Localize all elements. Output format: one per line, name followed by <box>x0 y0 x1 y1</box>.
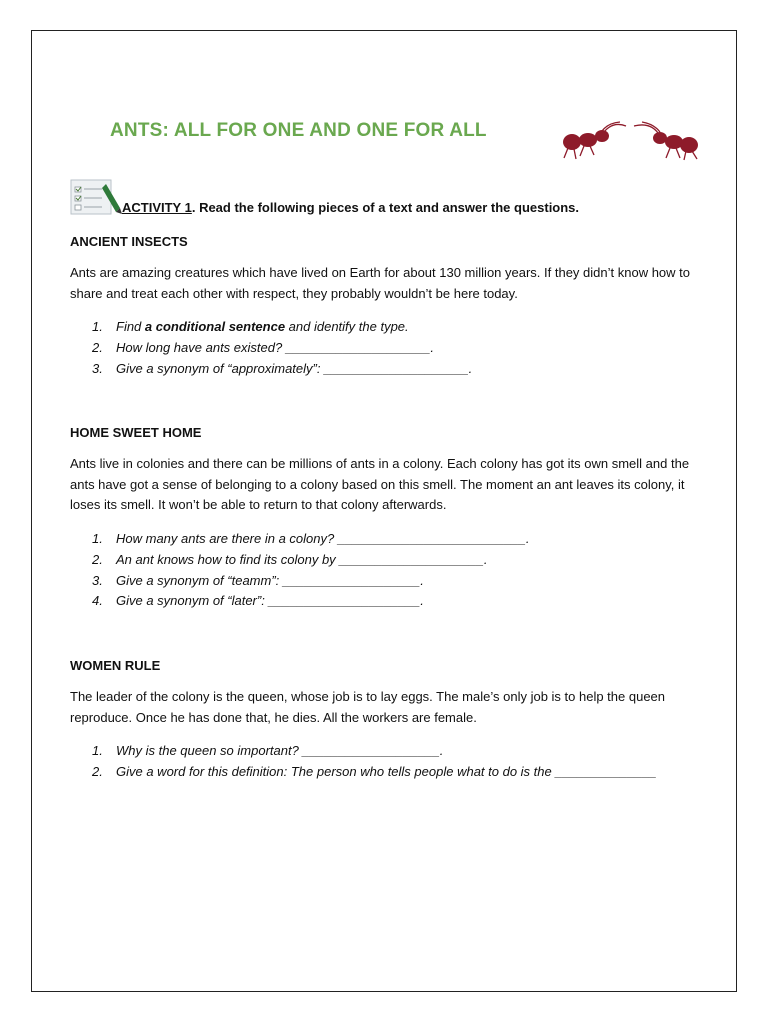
question-item <box>92 762 657 783</box>
question-number: 3. <box>92 572 103 588</box>
question-text-end: and identify the type. <box>285 319 409 334</box>
question-text: Give a synonym of “teamm”: ___________________. <box>116 572 424 588</box>
question-item <box>92 529 529 550</box>
question-text: Find <box>116 319 145 334</box>
activity-label: ACTIVITY 1 <box>122 200 192 215</box>
question-item <box>92 359 472 380</box>
question-text: How many ants are there in a colony? __________________________. <box>116 531 530 546</box>
question-text: Give a synonym of “approximately”: ____________________. <box>116 360 473 376</box>
question-list <box>92 529 529 612</box>
question-item <box>92 571 529 592</box>
activity-text: . Read the following pieces of a text and answer the questions. <box>191 200 580 215</box>
question-item <box>92 741 657 762</box>
question-item <box>92 338 472 359</box>
question-text: Why is the queen so important? ___________________. <box>116 743 444 758</box>
question-bold-text: a conditional sentence <box>144 319 286 334</box>
question-text: An ant knows how to find its colony by ____________________. <box>116 551 488 567</box>
section-heading: HOME SWEET HOME <box>70 425 202 440</box>
question-item <box>92 317 472 338</box>
question-number: 1. <box>92 743 103 758</box>
question-number: 3. <box>92 360 103 376</box>
worksheet-title: ANTS: ALL FOR ONE AND ONE FOR ALL <box>110 120 487 141</box>
question-text: Give a synonym of “later”: _____________________. <box>116 593 424 609</box>
checklist-pencil-icon <box>70 178 124 216</box>
question-number: 4. <box>92 593 103 609</box>
question-list <box>92 317 472 379</box>
question-number: 1. <box>92 319 103 334</box>
question-text: Give a word for this definition: The person who tells people what to do is the ______________ <box>116 763 657 779</box>
question-list <box>92 741 657 783</box>
section-paragraph: Ants live in colonies and there can be millions of ants in a colony. Each colony has got its own smell and the ants have got a sense of belonging to a colony based on this smell. The moment an ant leaves its colony, it loses its smell. It won’t be able to return to that colony afterwards. <box>70 456 690 512</box>
question-item <box>92 591 529 612</box>
section-paragraph: The leader of the colony is the queen, whose job is to lay eggs. The male’s only job is to help the queen reproduce. Once he has done that, he dies. All the workers are female. <box>70 689 666 725</box>
question-number: 1. <box>92 531 103 546</box>
question-item <box>92 550 529 571</box>
question-text: How long have ants existed? ____________________. <box>116 339 435 355</box>
question-number: 2. <box>92 551 103 567</box>
question-number: 2. <box>92 763 103 779</box>
question-number: 2. <box>92 339 103 355</box>
section-heading: ANCIENT INSECTS <box>70 234 188 249</box>
section-heading: WOMEN RULE <box>70 658 161 673</box>
section-paragraph: Ants are amazing creatures which have lived on Earth for about 130 million years. If they didn’t know how to share and treat each other with respect, they probably wouldn’t be here today. <box>70 265 690 301</box>
ants-illustration <box>558 118 700 162</box>
activity-instruction <box>122 200 579 215</box>
